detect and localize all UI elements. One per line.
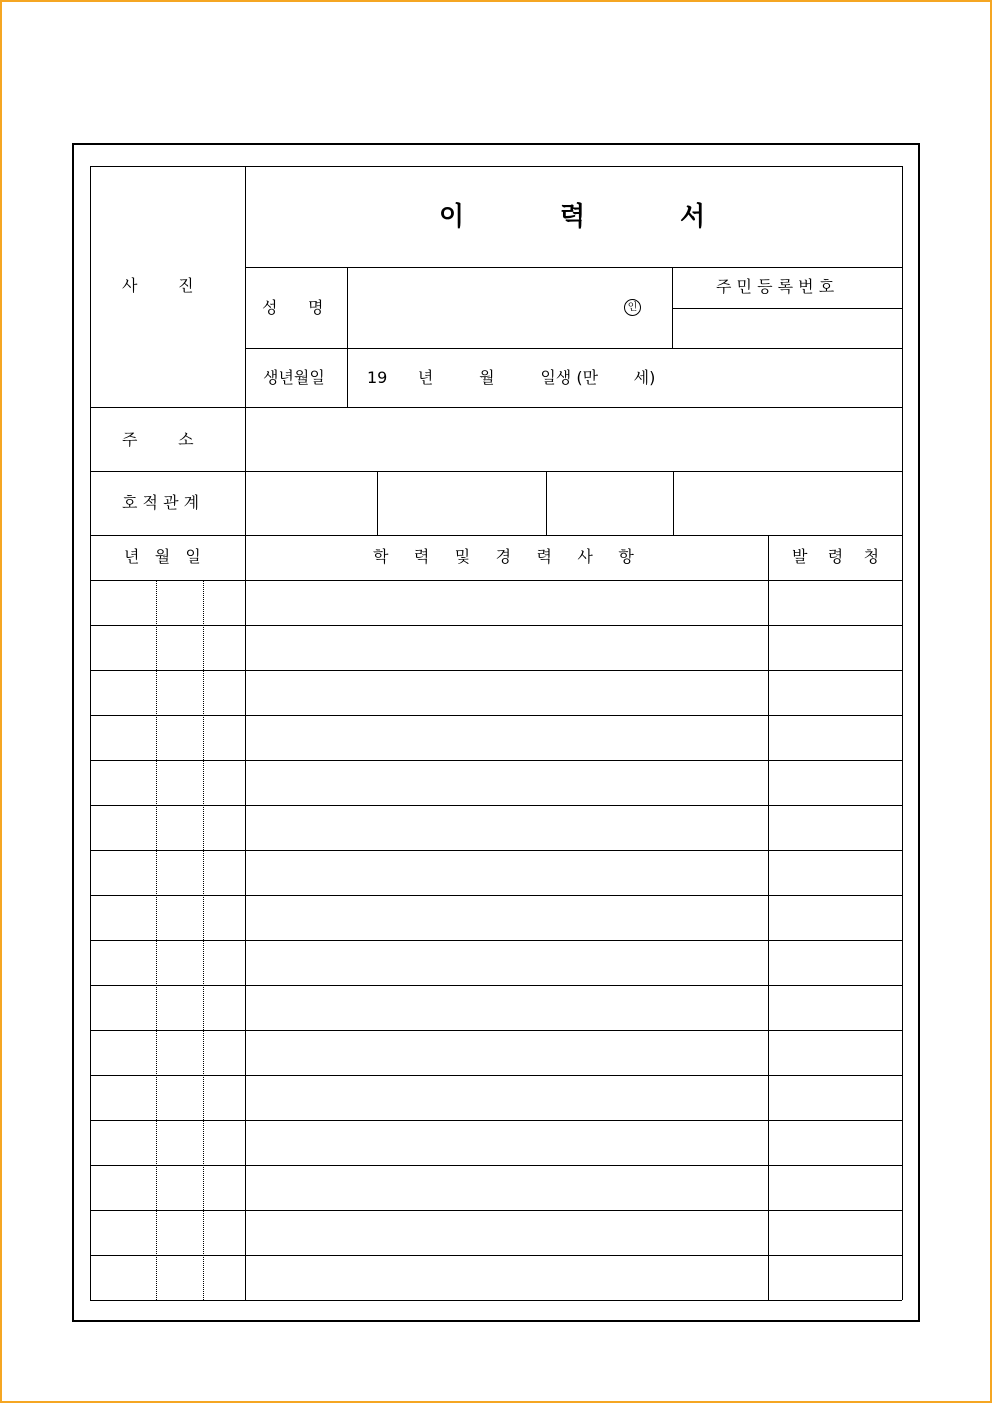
title-char-2: 력 bbox=[560, 202, 586, 232]
history-row[interactable] bbox=[90, 850, 902, 895]
birth-label: 생년월일 bbox=[263, 368, 325, 387]
family-field-1[interactable] bbox=[246, 472, 377, 535]
history-row[interactable] bbox=[90, 625, 902, 670]
history-row[interactable] bbox=[90, 1030, 902, 1075]
history-row[interactable] bbox=[90, 940, 902, 985]
history-header: 학 력 및 경 력 사 항 bbox=[373, 547, 634, 566]
name-row-bottom-line bbox=[245, 348, 902, 349]
family-bottom-line bbox=[90, 535, 902, 536]
resident-number-field[interactable] bbox=[673, 309, 902, 348]
history-row[interactable] bbox=[90, 1165, 902, 1210]
date-header: 년 월 일 bbox=[124, 547, 201, 566]
issuer-header: 발 령 청 bbox=[792, 547, 880, 566]
birth-value[interactable]: 19 년 월 일생 (만 세) bbox=[367, 368, 656, 387]
history-row[interactable] bbox=[90, 985, 902, 1030]
history-row[interactable] bbox=[90, 1075, 902, 1120]
title-char-3: 서 bbox=[680, 202, 706, 232]
table-border-bottom bbox=[90, 1300, 902, 1301]
history-row[interactable] bbox=[90, 1120, 902, 1165]
family-label: 호 적 관 계 bbox=[122, 493, 200, 512]
seal-mark: 인 bbox=[624, 299, 641, 316]
family-field-2[interactable] bbox=[378, 472, 546, 535]
resume-form bbox=[90, 166, 902, 1300]
table-border-right bbox=[902, 166, 903, 1300]
photo-divider bbox=[245, 166, 246, 407]
history-row[interactable] bbox=[90, 895, 902, 940]
address-label: 주 소 bbox=[122, 430, 194, 449]
title-char-1: 이 bbox=[439, 202, 465, 232]
history-row[interactable] bbox=[90, 805, 902, 850]
history-row[interactable] bbox=[90, 1210, 902, 1255]
name-label: 성 명 bbox=[262, 298, 324, 317]
history-row[interactable] bbox=[90, 580, 902, 625]
address-field[interactable] bbox=[246, 408, 902, 471]
family-field-4[interactable] bbox=[674, 472, 902, 535]
history-row[interactable] bbox=[90, 760, 902, 805]
photo-label: 사 진 bbox=[122, 276, 194, 295]
family-field-3[interactable] bbox=[547, 472, 673, 535]
name-field[interactable] bbox=[348, 268, 671, 348]
history-row[interactable] bbox=[90, 670, 902, 715]
resident-number-label: 주 민 등 록 번 호 bbox=[716, 277, 835, 296]
history-row[interactable] bbox=[90, 1255, 902, 1300]
history-row[interactable] bbox=[90, 715, 902, 760]
